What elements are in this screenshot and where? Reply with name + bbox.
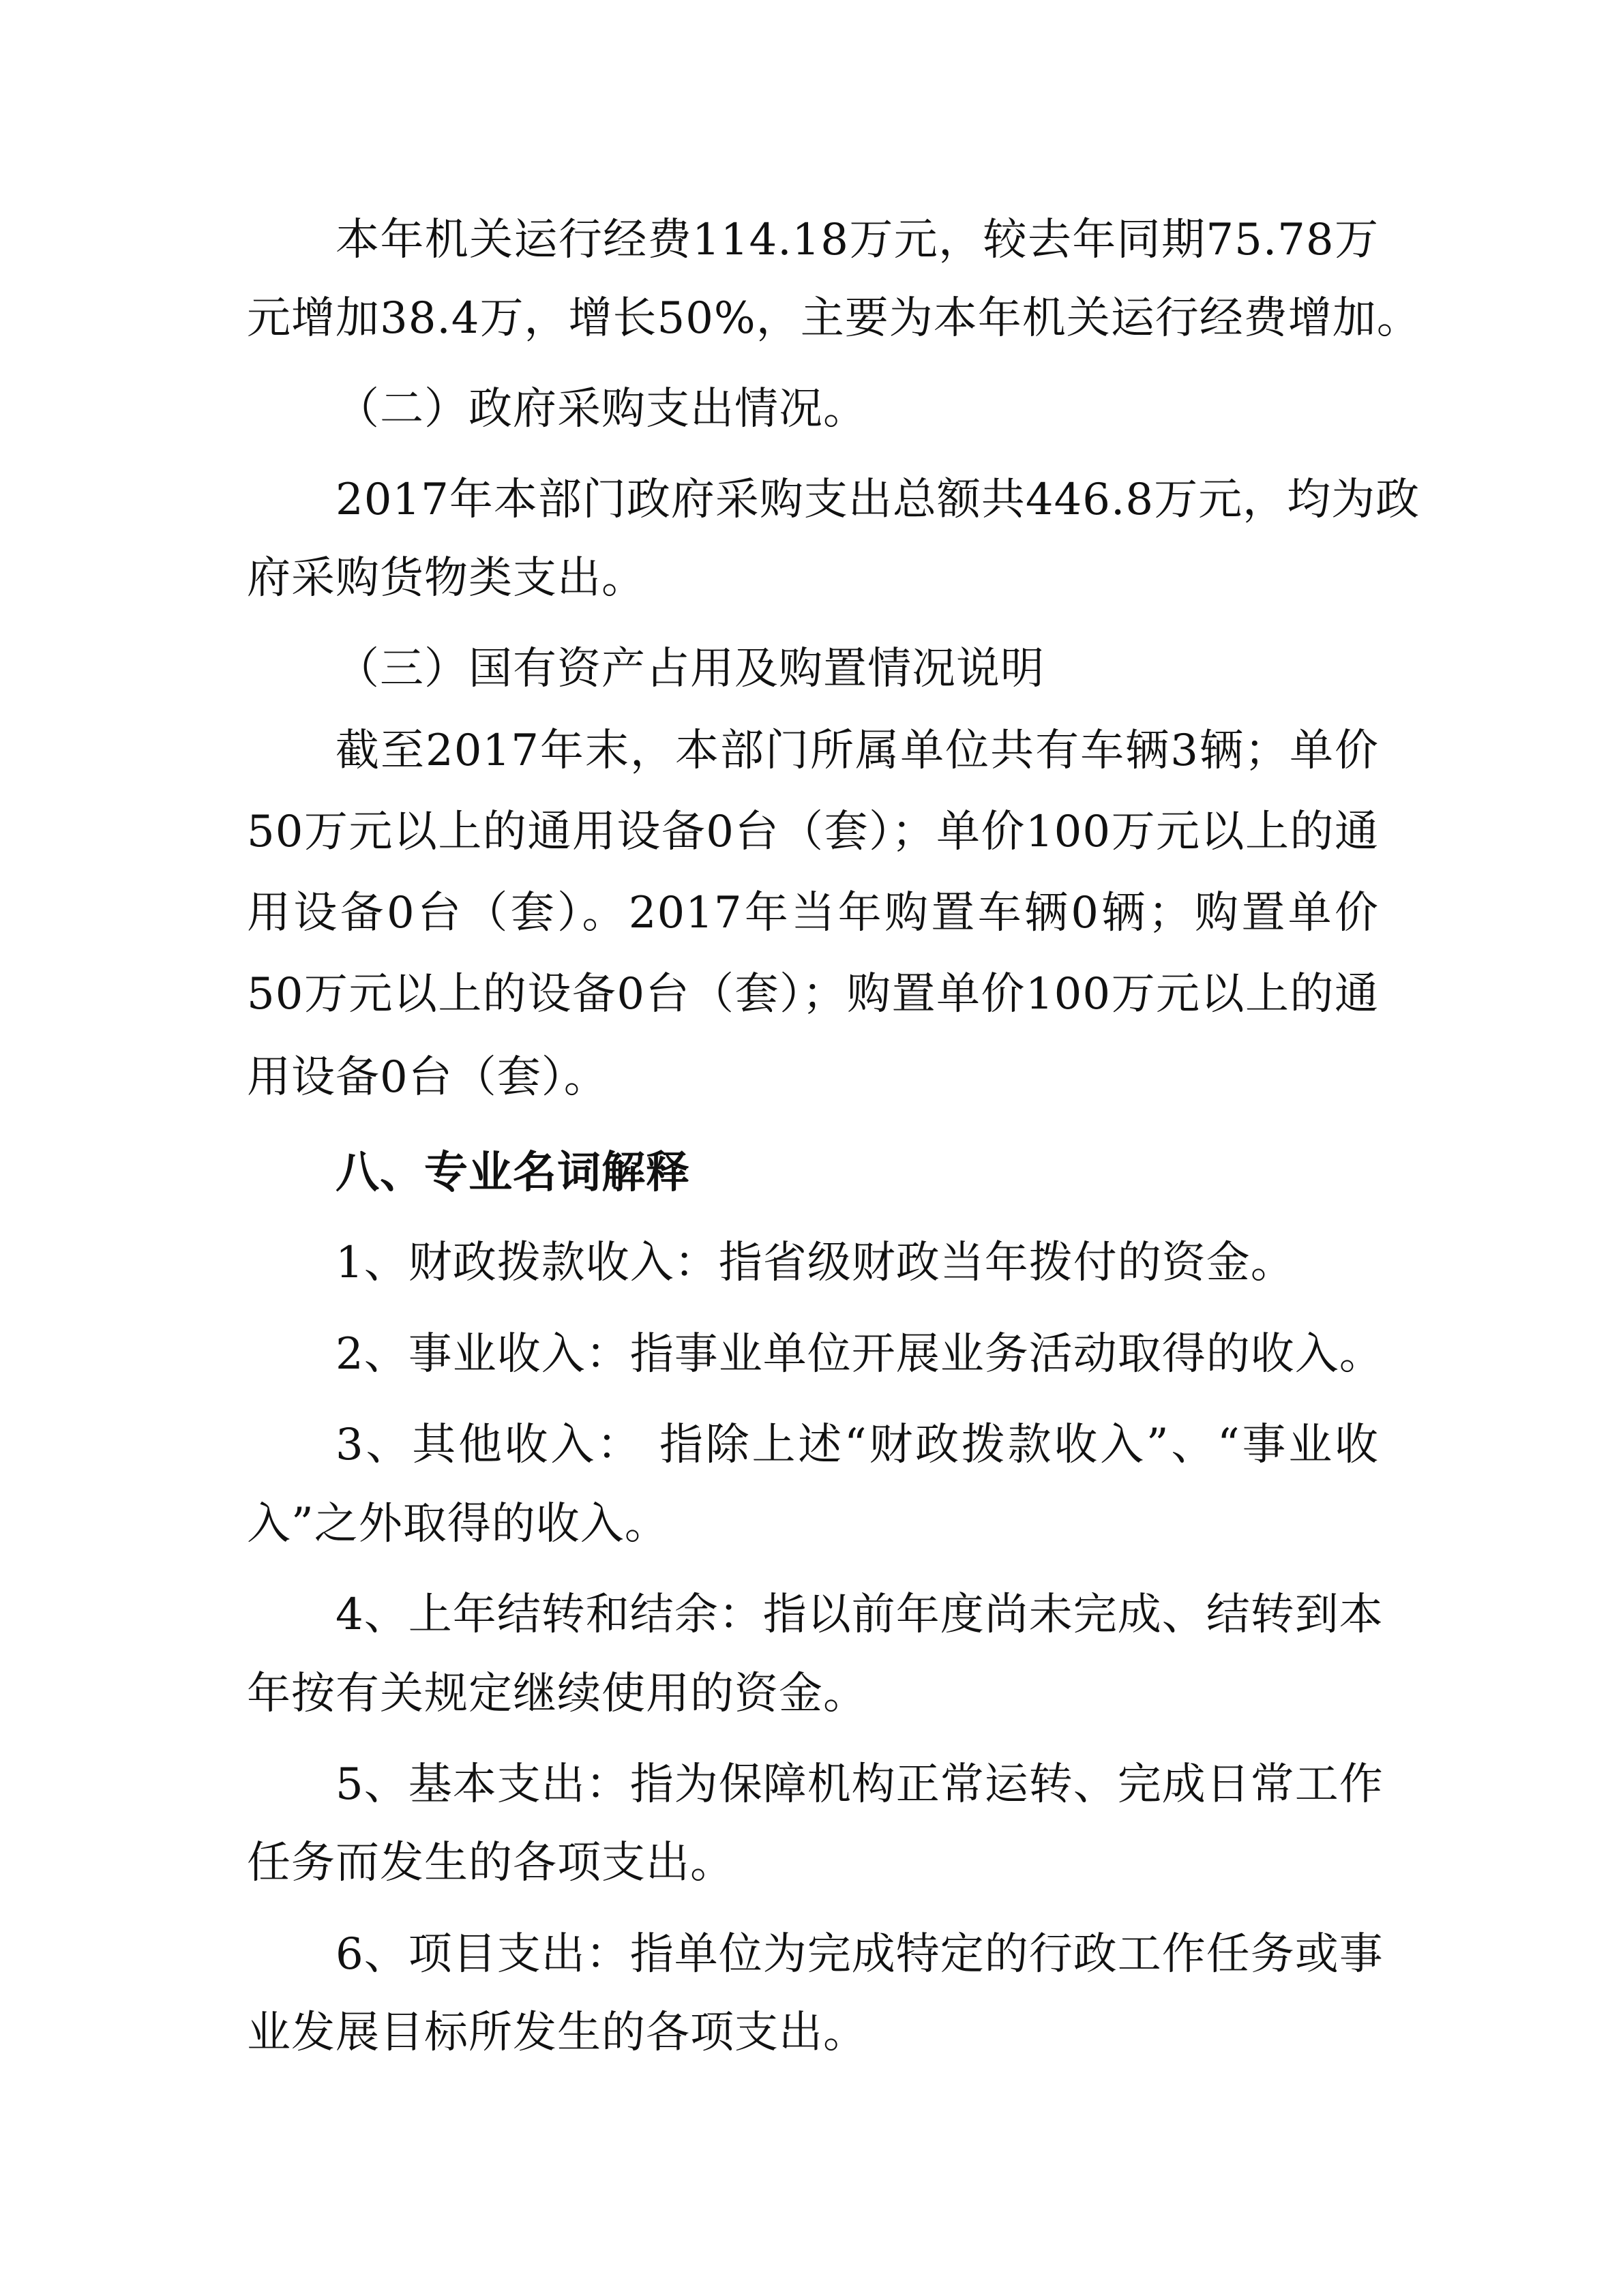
section-heading: 八、专业名词解释	[336, 1148, 690, 1198]
section-subheading: （三）国有资产占用及购置情况说明	[336, 644, 1045, 694]
definition-line: 入”之外取得的收入。	[247, 1499, 669, 1549]
definition-line: 3、其他收入： 指除上述“财政拨款收入”、“事业收	[336, 1420, 1379, 1470]
paragraph-line: 50万元以上的通用设备0台（套）；单价100万元以上的通	[247, 807, 1379, 857]
paragraph-line: 截至2017年末，本部门所属单位共有车辆3辆；单价	[336, 726, 1379, 776]
paragraph-line: 府采购货物类支出。	[247, 553, 646, 603]
paragraph-line: 用设备0台（套）。	[247, 1052, 608, 1103]
paragraph-line: 本年机关运行经费114.18万元，较去年同期75.78万	[336, 215, 1379, 265]
section-subheading: （二）政府采购支出情况。	[336, 384, 867, 434]
definition-line: 6、项目支出：指单位为完成特定的行政工作任务或事	[336, 1929, 1384, 1980]
paragraph-line: 元增加38.4万，增长50%，主要为本年机关运行经费增加。	[247, 293, 1421, 344]
definition-line: 4、上年结转和结余：指以前年度尚未完成、结转到本	[336, 1590, 1384, 1640]
definition-line: 业发展目标所发生的各项支出。	[247, 2008, 867, 2058]
definition-line: 1、财政拨款收入：指省级财政当年拨付的资金。	[336, 1238, 1295, 1288]
paragraph-line: 50万元以上的设备0台（套）；购置单价100万元以上的通	[247, 969, 1379, 1019]
definition-line: 年按有关规定继续使用的资金。	[247, 1669, 867, 1719]
definition-line: 2、事业收入：指事业单位开展业务活动取得的收入。	[336, 1329, 1384, 1380]
definition-line: 5、基本支出：指为保障机构正常运转、完成日常工作	[336, 1759, 1384, 1810]
paragraph-line: 2017年本部门政府采购支出总额共446.8万元，均为政	[336, 475, 1420, 525]
definition-line: 任务而发生的各项支出。	[247, 1838, 734, 1888]
paragraph-line: 用设备0台（套）。2017年当年购置车辆0辆；购置单价	[247, 888, 1379, 938]
